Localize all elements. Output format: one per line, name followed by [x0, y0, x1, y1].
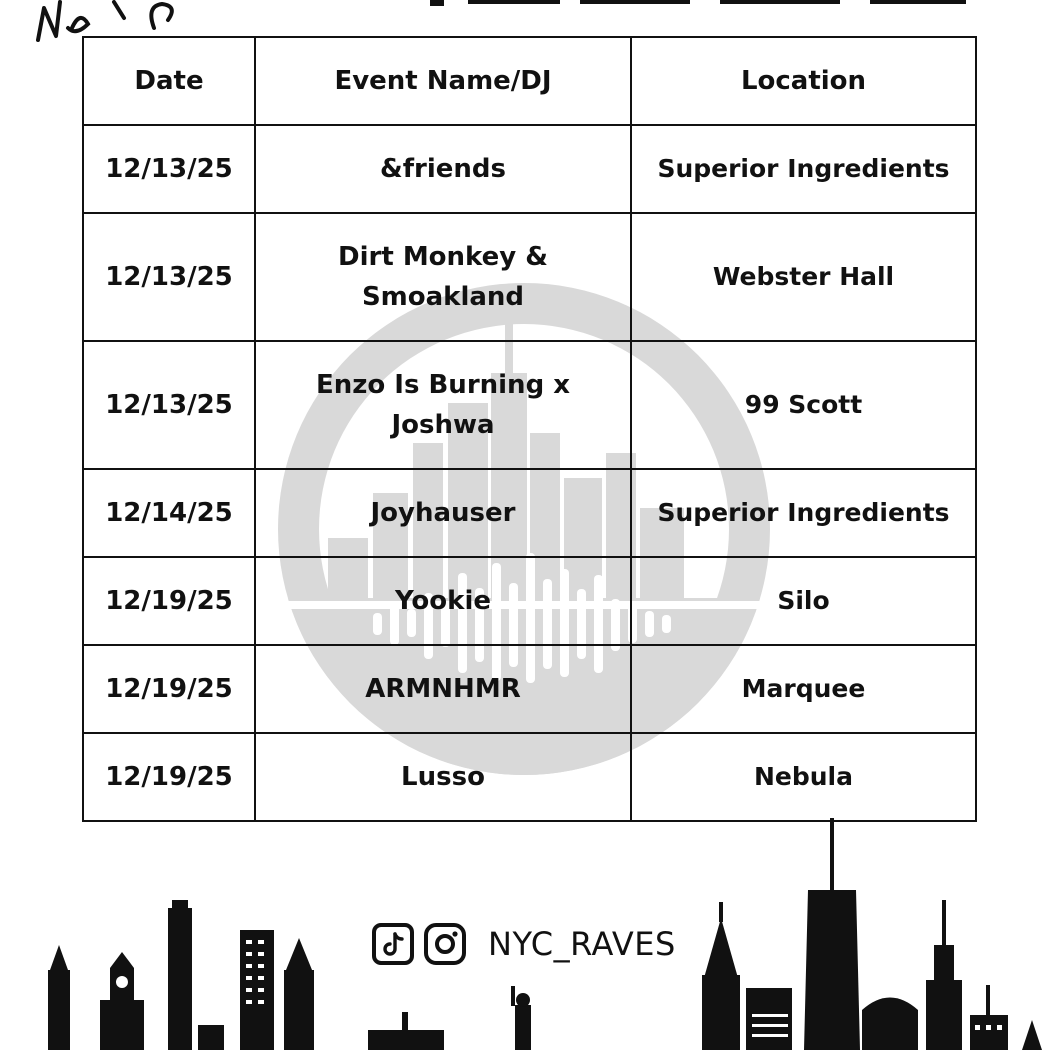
table-row	[83, 733, 976, 821]
event-date: 12/19/25	[83, 557, 255, 645]
event-name: Joyhauser	[255, 469, 631, 557]
event-date: 12/13/25	[83, 213, 255, 341]
header-location: Location	[631, 37, 976, 125]
table-row	[83, 213, 976, 341]
table-row	[83, 341, 976, 469]
event-location: Marquee	[631, 645, 976, 733]
table-row	[83, 469, 976, 557]
cropped-heading	[430, 0, 990, 8]
table-row	[83, 125, 976, 213]
event-name: Yookie	[255, 557, 631, 645]
event-location: Superior Ingredients	[631, 125, 976, 213]
event-name: &friends	[255, 125, 631, 213]
title-script-fragment	[28, 0, 198, 48]
event-location: 99 Scott	[631, 341, 976, 469]
event-name: Lusso	[255, 733, 631, 821]
event-date: 12/13/25	[83, 341, 255, 469]
social-handle-row	[372, 921, 676, 967]
event-date: 12/13/25	[83, 125, 255, 213]
event-date: 12/14/25	[83, 469, 255, 557]
event-name: Enzo Is Burning x Joshwa	[255, 341, 631, 469]
event-name: ARMNHMR	[255, 645, 631, 733]
table-header-row	[83, 37, 976, 125]
table-row	[83, 557, 976, 645]
event-location: Silo	[631, 557, 976, 645]
event-date: 12/19/25	[83, 645, 255, 733]
header-date: Date	[83, 37, 255, 125]
social-handle[interactable]: NYC_RAVES	[488, 925, 676, 963]
instagram-icon[interactable]	[424, 923, 466, 965]
events-table	[82, 36, 977, 822]
header-event-name: Event Name/DJ	[255, 37, 631, 125]
tiktok-icon[interactable]	[372, 923, 414, 965]
event-location: Nebula	[631, 733, 976, 821]
event-name: Dirt Monkey & Smoakland	[255, 213, 631, 341]
table-row	[83, 645, 976, 733]
event-date: 12/19/25	[83, 733, 255, 821]
event-location: Superior Ingredients	[631, 469, 976, 557]
event-location: Webster Hall	[631, 213, 976, 341]
